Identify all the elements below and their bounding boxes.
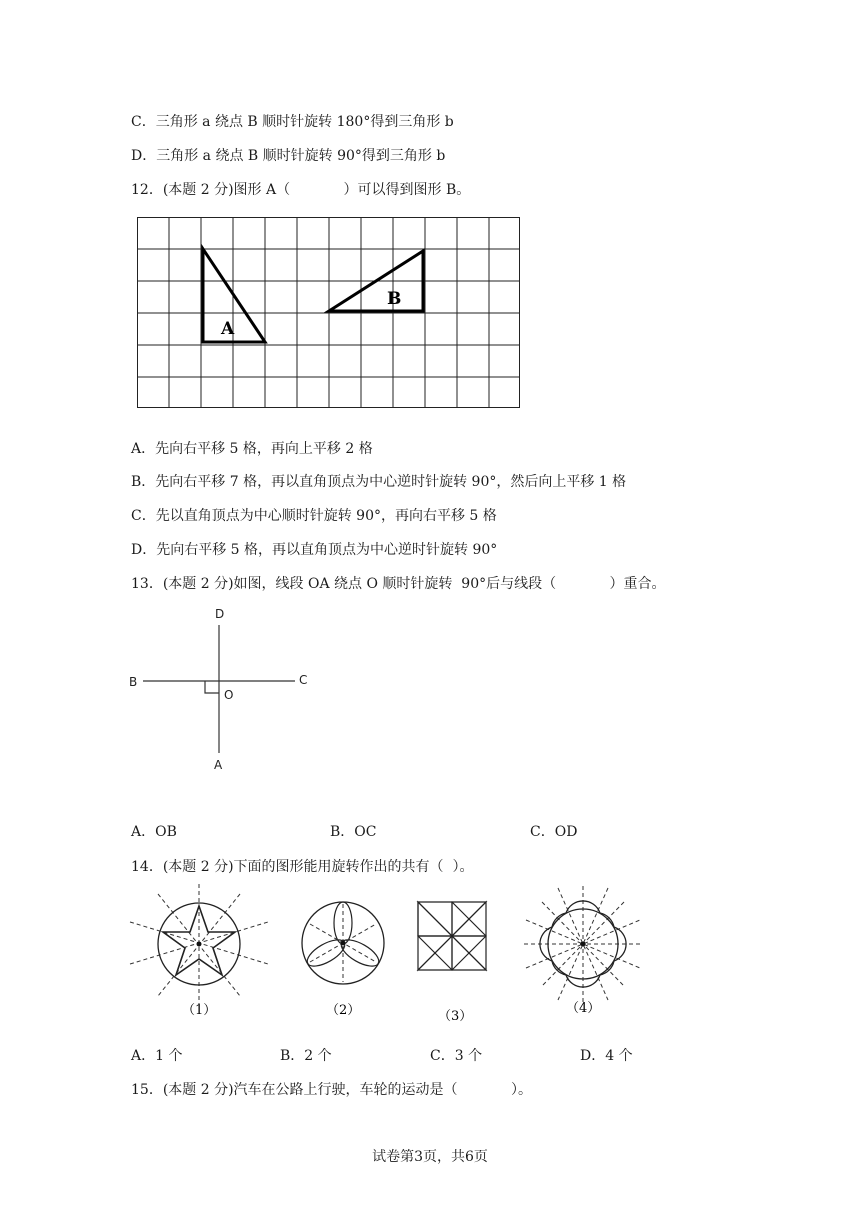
q14-stem: 14．(本题 2 分)下面的图形能用旋转作出的共有（ ）。 [131,859,474,875]
caption-3: （3） [438,1009,473,1024]
label-a: A [214,758,223,772]
label-b: B [387,289,402,309]
q13-option-c: C．OD [530,824,578,840]
q14-figure-flower [522,884,644,1016]
q12-grid-figure [137,217,521,409]
q13-option-b: B．OC [330,824,377,840]
q14-figure-pinwheel [414,898,494,1026]
q12-option-a: A．先向右平移 5 格，再向上平移 2 格 [131,441,373,457]
caption-4: （4） [566,1001,601,1016]
q12-option-d: D．先向右平移 5 格，再以直角顶点为中心逆时针旋转 90° [131,542,498,558]
caption-1: （1） [182,1003,217,1018]
q12-stem: 12．(本题 2 分)图形 A（ ）可以得到图形 B。 [131,182,471,198]
q11-option-d: D．三角形 a 绕点 B 顺时针旋转 90°得到三角形 b [131,148,446,164]
q14-option-d: D．4 个 [580,1048,633,1064]
q14-figure-star [128,884,272,1018]
q11-option-c: C．三角形 a 绕点 B 顺时针旋转 180°得到三角形 b [131,114,454,130]
q14-option-b: B．2 个 [280,1048,332,1064]
label-b: B [129,675,138,689]
q14-option-c: C．3 个 [430,1048,483,1064]
page-footer: 试卷第3页，共6页 [372,1149,488,1165]
q14-figure-petals [298,890,390,1016]
label-o: O [224,688,234,702]
q12-option-b: B．先向右平移 7 格，再以直角顶点为中心逆时针旋转 90°，然后向上平移 1 格 [131,474,627,490]
q13-option-a: A．OB [131,824,177,840]
q13-stem: 13．(本题 2 分)如图，线段 OA 绕点 O 顺时针旋转 90°后与线段（ ）重合。 [131,576,666,592]
q12-option-c: C．先以直角顶点为中心顺时针旋转 90°，再向右平移 5 格 [131,508,497,524]
label-a: A [221,319,235,339]
q15-stem: 15．(本题 2 分)汽车在公路上行驶，车轮的运动是（ ）。 [131,1082,532,1098]
label-d: D [215,607,225,621]
q14-option-a: A．1 个 [131,1048,183,1064]
label-c: C [299,673,308,687]
caption-2: （2） [326,1003,361,1018]
q13-rotation-figure [125,603,325,773]
